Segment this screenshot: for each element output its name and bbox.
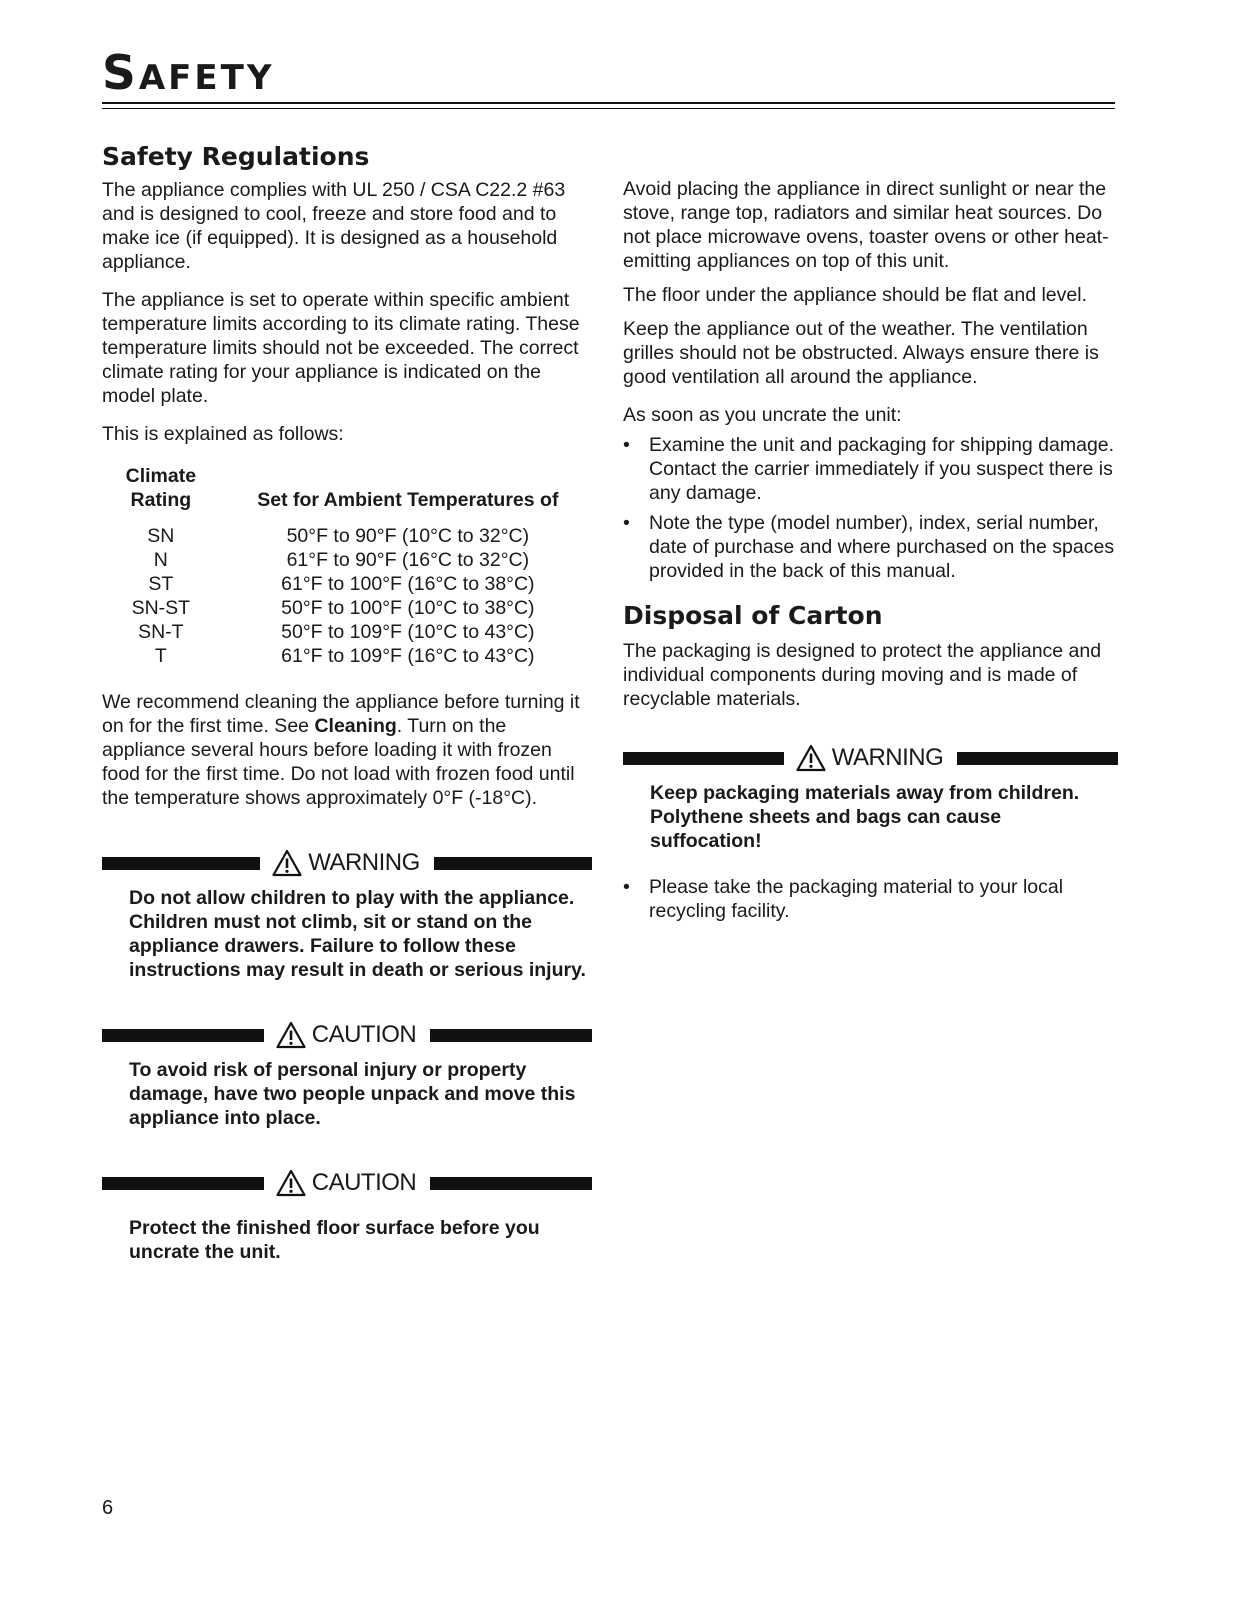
table-cell-rating: ST (148, 573, 174, 595)
paragraph-explained: This is explained as follows: (102, 423, 344, 445)
list-item: • Note the type (model number), index, serial number, date of purchase and where purchased on the spaces provided in the back of this manual. (623, 511, 1118, 583)
warning-box-children (102, 848, 592, 982)
paragraph-floor: The floor under the appliance should be flat and level. (623, 284, 1087, 306)
caution-label: CAUTION (311, 1021, 417, 1048)
warning-label: WARNING (831, 744, 944, 771)
table-cell-range: 61°F to 90°F (16°C to 32°C) (286, 549, 530, 571)
paragraph-packaging: The packaging is designed to protect the appliance and individual components during moving and is made of recyclable materials. (623, 640, 1102, 710)
paragraph-sunlight: Avoid placing the appliance in direct sunlight or near the stove, range top, radiators and similar heat sources. Do not place microwave ovens, toaster ovens or other heat-emitting appliances on top of this unit. (623, 178, 1109, 272)
table-row (102, 596, 592, 620)
table-cell-rating: SN-T (138, 621, 184, 643)
table-row (102, 572, 592, 596)
table-header-climate-rating: Climate Rating (125, 465, 197, 511)
table-row (102, 512, 592, 548)
recycling-list (623, 875, 1118, 923)
table-cell-range: 61°F to 109°F (16°C to 43°C) (281, 645, 535, 667)
caution-text-unpack: To avoid risk of personal injury or property damage, have two people unpack and move this appliance into place. (129, 1059, 576, 1129)
warning-label: WARNING (308, 849, 420, 876)
page-number: 6 (102, 1497, 114, 1519)
table-cell-range: 50°F to 90°F (10°C to 32°C) (286, 525, 530, 547)
list-item: • Examine the unit and packaging for shipping damage. Contact the carrier immediately if you suspect there is any damage. (623, 433, 1118, 505)
paragraph-weather: Keep the appliance out of the weather. The ventilation grilles should not be obstructed. Always ensure there is good ventilation all around the appliance. (623, 318, 1099, 388)
paragraph-cleaning: We recommend cleaning the appliance before turning it on for the first time. See Cleaning. Turn on the appliance several hours before loading it with frozen food for the first time. Do not load with frozen food until the temperature shows approximately 0°F (-18°C). (102, 691, 580, 809)
caution-banner (102, 1168, 592, 1198)
table-row (102, 620, 592, 644)
banner-bar-right (430, 1177, 592, 1190)
cleaning-reference: Cleaning (314, 715, 397, 737)
table-row (102, 644, 592, 668)
banner-bar-right (434, 857, 592, 870)
caution-text-floor: Protect the finished floor surface before you uncrate the unit. (129, 1217, 540, 1263)
uncrate-list (623, 433, 1118, 583)
banner-bar-left (102, 1029, 264, 1042)
right-column (623, 177, 1118, 929)
title-rule-thin (102, 108, 1115, 109)
caution-banner (102, 1020, 592, 1050)
warning-text-packaging: Keep packaging materials away from children. Polythene sheets and bags can cause suffocation! (650, 782, 1080, 852)
left-column (102, 142, 592, 1264)
caution-box-floor (102, 1168, 592, 1264)
paragraph-ambient-limits: The appliance is set to operate within specific ambient temperature limits according to its climate rating. These temperature limits should not be exceeded. The correct climate rating for your appliance is indicated on the model plate. (102, 289, 580, 407)
warning-triangle-icon (272, 849, 302, 877)
banner-bar-right (957, 752, 1118, 765)
warning-box-packaging (623, 743, 1118, 853)
warning-text-children: Do not allow children to play with the appliance. Children must not climb, sit or stand on the appliance drawers. Failure to follow these instructions may result in death or serious injury. (129, 887, 586, 981)
table-row (102, 548, 592, 572)
banner-bar-left (102, 857, 260, 870)
section-heading-safety-regulations: Safety Regulations (102, 142, 370, 171)
caution-box-unpack (102, 1020, 592, 1130)
warning-triangle-icon (276, 1169, 306, 1197)
warning-triangle-icon (796, 744, 826, 772)
warning-banner (623, 743, 1118, 773)
list-item: • Please take the packaging material to your local recycling facility. (623, 875, 1118, 923)
title-rule-thick (102, 102, 1115, 104)
caution-label: CAUTION (311, 1169, 417, 1196)
table-cell-range: 50°F to 100°F (10°C to 38°C) (281, 597, 535, 619)
page-title: SAFETY (102, 46, 275, 101)
section-heading-disposal-of-carton: Disposal of Carton (623, 601, 883, 630)
table-cell-rating: SN-ST (131, 597, 191, 619)
table-cell-rating: SN (147, 525, 175, 547)
table-cell-range: 50°F to 109°F (10°C to 43°C) (281, 621, 535, 643)
warning-banner (102, 848, 592, 878)
banner-bar-left (102, 1177, 264, 1190)
climate-rating-table (102, 464, 592, 668)
banner-bar-left (623, 752, 784, 765)
banner-bar-right (430, 1029, 592, 1042)
table-cell-range: 61°F to 100°F (16°C to 38°C) (281, 573, 535, 595)
table-cell-rating: N (153, 549, 168, 571)
table-cell-rating: T (154, 645, 167, 667)
table-header-ambient-temps: Set for Ambient Temperatures of (257, 489, 559, 511)
paragraph-uncrate: As soon as you uncrate the unit: (623, 404, 902, 426)
warning-triangle-icon (276, 1021, 306, 1049)
paragraph-compliance: The appliance complies with UL 250 / CSA C22.2 #63 and is designed to cool, freeze and store food and to make ice (if equipped). It is designed as a household appliance. (102, 179, 566, 273)
